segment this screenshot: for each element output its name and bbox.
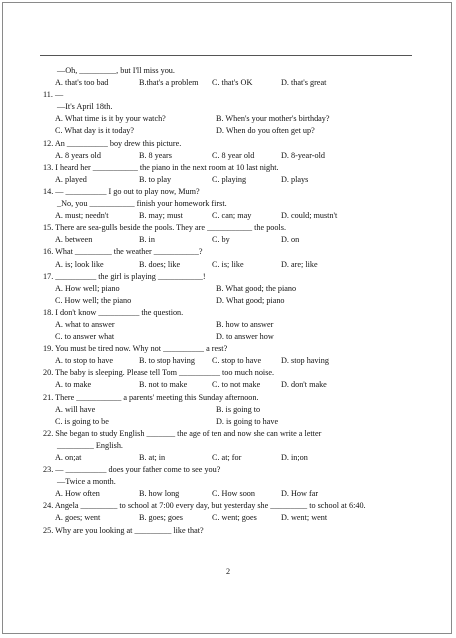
answer-option: D. are; like (281, 259, 318, 269)
options-row (43, 488, 418, 500)
answer-option: B. how to answer (216, 319, 274, 329)
answer-option: B. What good; the piano (216, 283, 297, 293)
answer-option: B. 8 years (139, 150, 172, 160)
options-row (43, 259, 418, 271)
options-row (43, 416, 418, 428)
answer-option: C. that's OK (212, 78, 253, 88)
answer-option: C. How soon (212, 489, 255, 499)
answer-option: A. 8 years old (55, 150, 101, 160)
page-number: 2 (225, 567, 231, 576)
question-line: —Twice a month. (57, 477, 116, 487)
answer-option: C. to not make (212, 380, 261, 390)
options-row (43, 355, 418, 367)
answer-option: D. 8-year-old (281, 150, 325, 160)
answer-option: B. to play (139, 174, 172, 184)
options-row (43, 319, 418, 331)
question-line: 19. You must be tired now. Why not __________ a rest? (43, 344, 228, 354)
answer-option: C. to answer what (55, 332, 115, 342)
answer-option: A. must; needn't (55, 211, 109, 221)
options-row (43, 379, 418, 391)
answer-option: B. may; must (139, 211, 183, 221)
question-line: 22. She began to study English _______ the age of ten and now she can write a letter (43, 428, 322, 438)
question-line: 16. What _________ the weather ___________? (43, 247, 203, 257)
answer-option: C. playing (212, 174, 247, 184)
answer-option: C. What day is it today? (55, 126, 134, 136)
answer-option: C. is; like (212, 259, 244, 269)
question-line: —It's April 18th. (57, 102, 113, 112)
answer-option: B. to stop having (139, 356, 195, 366)
answer-option: D. that's great (281, 78, 327, 88)
answer-option: A. to make (55, 380, 92, 390)
options-row (43, 113, 418, 125)
question-line: 25. Why are you looking at _________ like that? (43, 525, 204, 535)
answer-option: A. What time is it by your watch? (55, 114, 166, 124)
answer-option: B. goes; goes (139, 513, 183, 523)
answer-option: A. that's too bad (55, 78, 109, 88)
answer-option: C. at; for (212, 453, 242, 462)
answer-option: C. by (212, 235, 230, 245)
options-row (43, 404, 418, 416)
answer-option: D. When do you often get up? (216, 126, 315, 136)
answer-option: A. on;at (55, 453, 82, 462)
question-line: 21. There ___________ a parents' meeting this Sunday afternoon. (43, 392, 259, 402)
question-line: 23. — __________ does your father come to see you? (43, 465, 221, 475)
answer-option: A. between (55, 235, 93, 245)
answer-option: B. is going to (216, 404, 261, 414)
answer-option: D. plays (281, 174, 309, 184)
answer-option: D. could; mustn't (281, 211, 338, 221)
answer-option: C. can; may (212, 211, 252, 221)
answer-option: C. is going to be (55, 416, 109, 426)
options-row (43, 512, 418, 524)
question-line: 24. Angela _________ to school at 7:00 every day, but yesterday she _________ to school at 6:40. (43, 501, 366, 511)
options-row (43, 295, 418, 307)
answer-option: D. How far (281, 489, 319, 499)
answer-option: D. What good; piano (216, 295, 285, 305)
question-line: 18. I don't know __________ the question. (43, 307, 184, 317)
question-line: —Oh, _________, but I'll miss you. (57, 66, 175, 75)
question-line: 11. — (43, 90, 64, 100)
answer-option: A. How well; piano (55, 283, 120, 293)
answer-option: A. played (55, 174, 87, 184)
answer-option: C. How well; the piano (55, 295, 132, 305)
answer-option: B. When's your mother's birthday? (216, 114, 330, 124)
options-row (43, 125, 418, 137)
options-row (43, 234, 418, 246)
options-row (43, 150, 418, 162)
answer-option: C. 8 year old (212, 150, 255, 160)
answer-option: C. stop to have (212, 356, 262, 366)
answer-option: A. goes; went (55, 513, 101, 523)
question-line: 12. An __________ boy drew this picture. (43, 138, 182, 148)
question-line: 20. The baby is sleeping. Please tell Tom __________ too much noise. (43, 368, 275, 378)
answer-option: B. does; like (139, 259, 181, 269)
answer-option: D. went; went (281, 513, 328, 523)
answer-option: D. to answer how (216, 332, 274, 342)
question-line: 13. I heard her ___________ the piano in the next room at 10 last night. (43, 162, 279, 172)
options-row (43, 210, 418, 222)
answer-option: B. not to make (139, 380, 188, 390)
answer-option: A. will have (55, 404, 96, 414)
question-line: _No, you ___________ finish your homework first. (57, 199, 227, 209)
answer-option: D. in;on (281, 453, 308, 462)
answer-option: B. at; in (139, 453, 166, 462)
question-list (43, 65, 418, 537)
answer-option: B. how long (139, 489, 180, 499)
question-line: 14. — __________ I go out to play now, Mum? (43, 186, 200, 196)
answer-option: A. How often (55, 489, 100, 499)
answer-option: B.that's a problem (139, 78, 199, 88)
answer-option: D. stop having (281, 356, 329, 366)
options-row (43, 331, 418, 343)
options-row (43, 283, 418, 295)
answer-option: D. is going to have (216, 416, 279, 426)
answer-option: A. to stop to have (55, 356, 113, 366)
answer-option: C. went; goes (212, 513, 257, 523)
answer-option: B. in (139, 235, 155, 245)
answer-option: D. don't make (281, 380, 327, 390)
answer-option: D. on (281, 235, 300, 245)
options-row (43, 77, 418, 89)
options-row (43, 452, 418, 464)
question-line: 17. __________ the girl is playing ___________! (43, 271, 206, 281)
question-line: _________ English. (57, 440, 123, 450)
options-row (43, 174, 418, 186)
answer-option: A. is; look like (55, 259, 104, 269)
header-rule (40, 55, 412, 56)
answer-option: A. what to answer (55, 319, 115, 329)
question-line: 15. There are sea-gulls beside the pools. They are ___________ the pools. (43, 223, 286, 233)
